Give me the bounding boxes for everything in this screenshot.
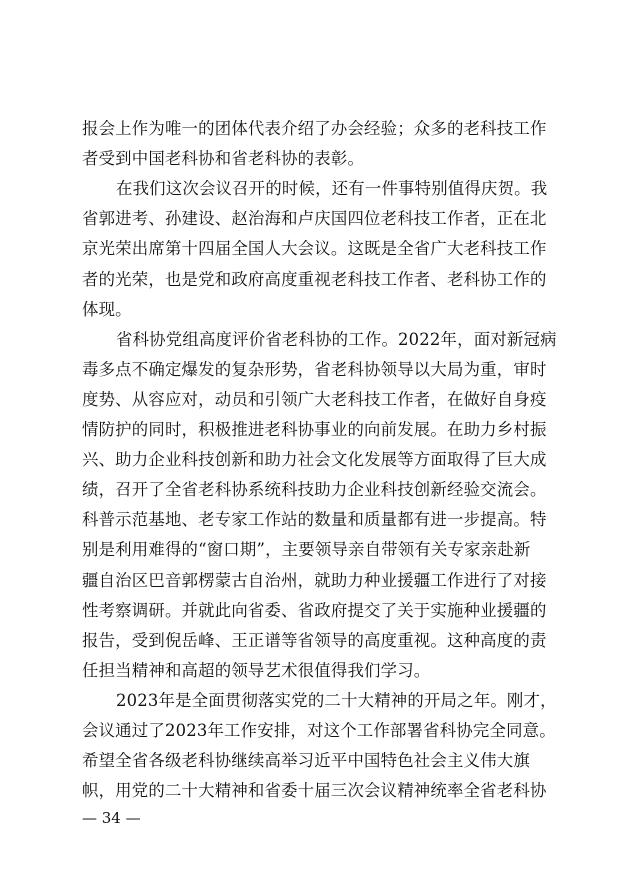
text-line: 在我们这次会议召开的时候，还有一件事特别值得庆贺。我: [116, 179, 548, 199]
page-number: — 34 —: [82, 809, 141, 827]
text-line: 者的光荣，也是党和政府高度重视老科技工作者、老科协工作的: [82, 269, 547, 289]
text-line: 任担当精神和高超的领导艺术很值得我们学习。: [82, 660, 431, 680]
text-line: 者受到中国老科协和省老科协的表彰。: [82, 149, 365, 169]
text-line: 绩，召开了全省老科协系统科技助力企业科技创新经验交流会。: [82, 480, 547, 500]
text-line: 省科协党组高度评价省老科协的工作。2022年，面对新冠病: [116, 329, 557, 349]
text-line: 省郭进考、孙建设、赵治海和卢庆国四位老科技工作者，正在北: [82, 209, 547, 229]
text-line: 京光荣出席第十四届全国人大会议。这既是全省广大老科技工作: [82, 239, 547, 259]
text-line: 毒多点不确定爆发的复杂形势，省老科协领导以大局为重，审时: [82, 359, 547, 379]
text-line: 疆自治区巴音郭楞蒙古自治州，就助力种业援疆工作进行了对接: [82, 570, 547, 590]
text-line: 体现。: [82, 299, 132, 319]
text-line: 会议通过了2023年工作安排，对这个工作部署省科协完全同意。: [82, 721, 556, 740]
text-line: 科普示范基地、老专家工作站的数量和质量都有进一步提高。特: [82, 510, 547, 530]
text-line: 帜，用党的二十大精神和省委十届三次会议精神统率全省老科协: [82, 781, 547, 801]
text-line: 兴、助力企业科技创新和助力社会文化发展等方面取得了巨大成: [82, 450, 547, 470]
text-line: 情防护的同时，积极推进老科协事业的向前发展。在助力乡村振: [82, 420, 547, 439]
text-line: 2023年是全面贯彻落实党的二十大精神的开局之年。刚才，: [116, 690, 557, 710]
text-line: 报会上作为唯一的团体代表介绍了办会经验；众多的老科技工作: [82, 119, 547, 138]
text-line: 度势、从容应对，动员和引领广大老科技工作者，在做好自身疫: [82, 389, 547, 409]
text-line: 别是利用难得的“窗口期”，主要领导亲自带领有关专家亲赴新: [82, 540, 531, 560]
text-line: 报告，受到倪岳峰、王正谱等省领导的高度重视。这种高度的责: [82, 630, 547, 650]
text-line: 希望全省各级老科协继续高举习近平中国特色社会主义伟大旗: [82, 751, 530, 771]
text-line: 性考察调研。并就此向省委、省政府提交了关于实施种业援疆的: [82, 600, 547, 620]
